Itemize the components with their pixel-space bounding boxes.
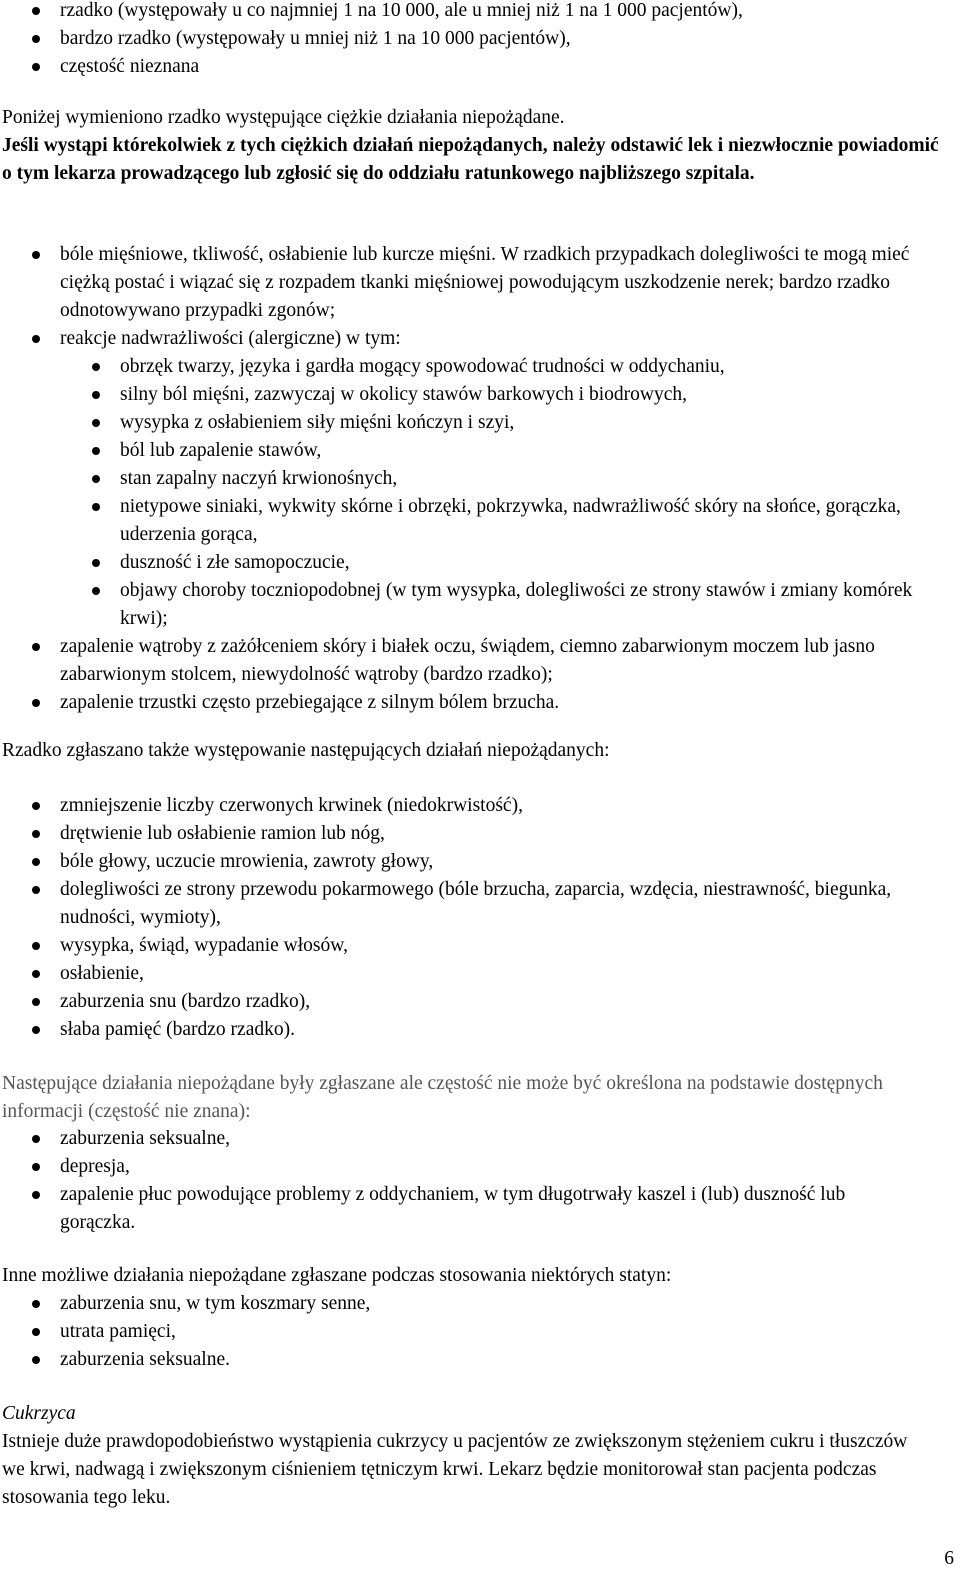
bullet-icon: [32, 7, 40, 15]
list-item: zapalenie wątroby z zażółceniem skóry i białek oczu, świądem, ciemno zabarwionym moczem lub jasno zabarwionym stolcem, niewydolność wątroby (bardzo rzadko);: [0, 633, 930, 689]
bullet-icon: [92, 475, 100, 483]
list-item: zmniejszenie liczby czerwonych krwinek (niedokrwistość),: [0, 792, 956, 820]
bullet-icon: [32, 63, 40, 71]
list-item: zaburzenia snu, w tym koszmary senne,: [0, 1290, 958, 1318]
sub-list-item: obrzęk twarzy, języka i gardła mogący spowodować trudności w oddychaniu,: [0, 353, 930, 381]
bullet-icon: [32, 858, 40, 866]
list-item: bóle głowy, uczucie mrowienia, zawroty głowy,: [0, 848, 956, 876]
sub-list-item: wysypka z osłabieniem siły mięśni kończyn i szyi,: [0, 409, 930, 437]
bullet-icon: [32, 1300, 40, 1308]
bullet-icon: [32, 886, 40, 894]
bullet-icon: [32, 1356, 40, 1364]
list-item: zaburzenia seksualne.: [0, 1346, 958, 1374]
list-item: depresja,: [0, 1153, 900, 1181]
bullet-icon: [32, 970, 40, 978]
bullet-icon: [92, 363, 100, 371]
also-rare-list: [0, 792, 956, 1044]
bullet-icon: [32, 1026, 40, 1034]
bullet-icon: [32, 1328, 40, 1336]
list-item: bóle mięśniowe, tkliwość, osłabienie lub kurcze mięśni. W rzadkich przypadkach dolegliwości te mogą mieć ciężką postać i wiązać się z rozpadem tkanki mięśniowej powodującym uszkodzenie nerek; bardzo rzadko odnotowywano przypadki zgonów;: [0, 241, 930, 325]
bullet-icon: [92, 559, 100, 567]
bullet-icon: [32, 643, 40, 651]
bullet-icon: [32, 802, 40, 810]
list-item: reakcje nadwrażliwości (alergiczne) w tym:: [0, 325, 930, 353]
list-item: dolegliwości ze strony przewodu pokarmowego (bóle brzucha, zaparcia, wzdęcia, niestrawność, biegunka, nudności, wymioty),: [0, 876, 956, 932]
also-rare-heading: Rzadko zgłaszano także występowanie następujących działań niepożądanych:: [2, 740, 610, 761]
diabetes-text: Istnieje duże prawdopodobieństwo wystąpienia cukrzycy u pacjentów ze zwiększonym stężeniem cukru i tłuszczów we krwi, nadwagą i zwiększonym ciśnieniem tętniczym krwi. Lekarz będzie monitorował stan pacjenta podczas stosowania tego leku.: [2, 1431, 908, 1508]
statins-list: [0, 1290, 958, 1374]
bullet-icon: [92, 587, 100, 595]
rare-warning: Jeśli wystąpi którekolwiek z tych ciężkich działań niepożądanych, należy odstawić lek i niezwłocznie powiadomić o tym lekarza prowadzącego lub zgłosić się do oddziału ratunkowego najbliższego szpitala.: [2, 135, 939, 184]
bullet-icon: [92, 419, 100, 427]
list-item: utrata pamięci,: [0, 1318, 958, 1346]
serious-effects-list: [0, 241, 930, 717]
list-item: drętwienie lub osłabienie ramion lub nóg,: [0, 820, 956, 848]
unknown-frequency-heading: Następujące działania niepożądane były zgłaszane ale częstość nie może być określona na podstawie dostępnych informacji (częstość nie znana):: [2, 1073, 883, 1122]
list-item: osłabienie,: [0, 960, 956, 988]
sub-list-item: duszność i złe samopoczucie,: [0, 549, 930, 577]
list-item: zaburzenia snu (bardzo rzadko),: [0, 988, 956, 1016]
bullet-icon: [32, 1191, 40, 1199]
bullet-icon: [32, 251, 40, 259]
bullet-icon: [32, 998, 40, 1006]
bullet-icon: [32, 942, 40, 950]
list-item: zapalenie trzustki często przebiegające z silnym bólem brzucha.: [0, 689, 930, 717]
bullet-icon: [32, 1163, 40, 1171]
list-item: bardzo rzadko (występowały u mniej niż 1 na 10 000 pacjentów),: [0, 25, 958, 53]
bullet-icon: [92, 447, 100, 455]
sub-list-item: nietypowe siniaki, wykwity skórne i obrzęki, pokrzywka, nadwrażliwość skóry na słońce, gorączka, uderzenia gorąca,: [0, 493, 930, 549]
bullet-icon: [32, 35, 40, 43]
diabetes-section: [0, 1400, 920, 1512]
rare-intro: Poniżej wymieniono rzadko występujące ciężkie działania niepożądane.: [2, 107, 565, 128]
frequency-list: [0, 0, 958, 81]
page-number: 6: [944, 1548, 954, 1569]
rare-intro-block: [0, 104, 950, 188]
sub-list-item: silny ból mięśni, zazwyczaj w okolicy stawów barkowych i biodrowych,: [0, 381, 930, 409]
list-item: zaburzenia seksualne,: [0, 1125, 900, 1153]
list-item: wysypka, świąd, wypadanie włosów,: [0, 932, 956, 960]
list-item: zapalenie płuc powodujące problemy z oddychaniem, w tym długotrwały kaszel i (lub) duszność lub gorączka.: [0, 1181, 900, 1237]
bullet-icon: [32, 699, 40, 707]
diabetes-heading: Cukrzyca: [2, 1403, 76, 1424]
bullet-icon: [92, 503, 100, 511]
bullet-icon: [92, 391, 100, 399]
sub-list-item: objawy choroby toczniopodobnej (w tym wysypka, dolegliwości ze strony stawów i zmiany komórek krwi);: [0, 577, 930, 633]
list-item: częstość nieznana: [0, 53, 958, 81]
sub-list-item: stan zapalny naczyń krwionośnych,: [0, 465, 930, 493]
bullet-icon: [32, 335, 40, 343]
sub-list-item: ból lub zapalenie stawów,: [0, 437, 930, 465]
list-item: rzadko (występowały u co najmniej 1 na 10 000, ale u mniej niż 1 na 1 000 pacjentów),: [0, 0, 958, 25]
list-item: słaba pamięć (bardzo rzadko).: [0, 1016, 956, 1044]
statins-heading: Inne możliwe działania niepożądane zgłaszane podczas stosowania niektórych statyn:: [2, 1265, 672, 1286]
unknown-frequency-list: [0, 1125, 900, 1237]
bullet-icon: [32, 830, 40, 838]
bullet-icon: [32, 1135, 40, 1143]
